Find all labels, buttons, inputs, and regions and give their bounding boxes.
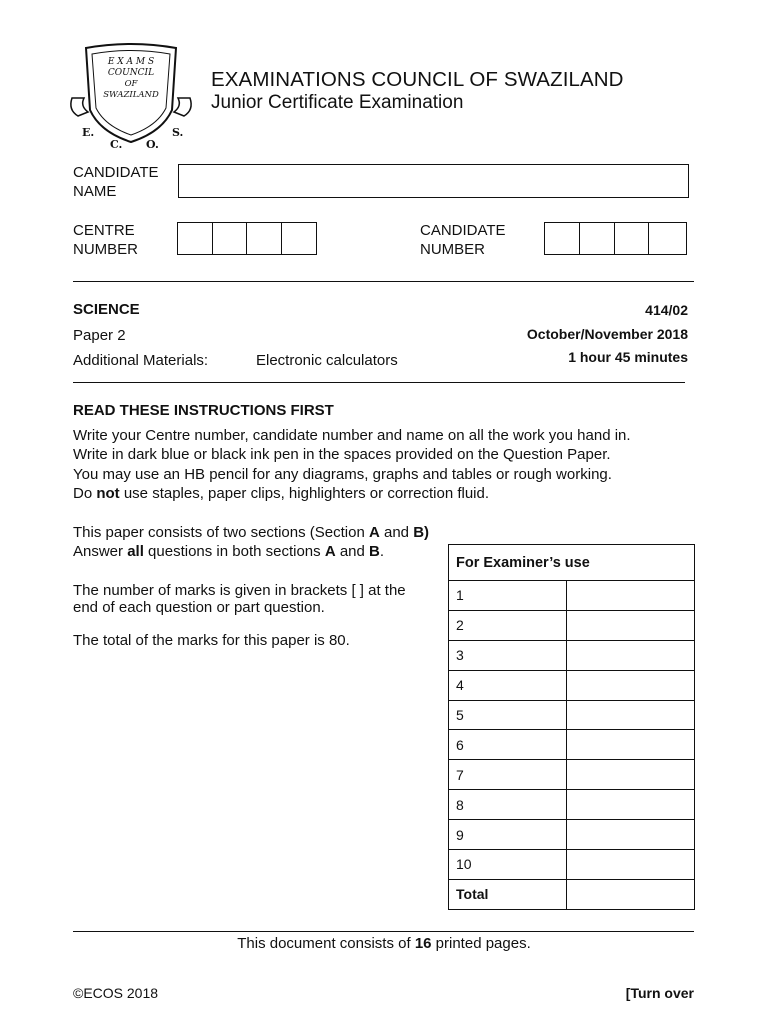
mark-cell[interactable] [567, 670, 695, 700]
total-marks-line: The total of the marks for this paper is 80. [73, 632, 350, 649]
mark-cell[interactable] [567, 640, 695, 670]
table-row: 3 [449, 640, 695, 670]
mark-cell[interactable] [567, 850, 695, 880]
table-row: 6 [449, 730, 695, 760]
svg-text:SWAZILAND: SWAZILAND [103, 90, 159, 100]
digit-box[interactable] [580, 223, 615, 254]
centre-number-boxes[interactable] [177, 222, 317, 255]
divider [73, 382, 685, 383]
materials-value: Electronic calculators [256, 352, 398, 369]
exam-session: October/November 2018 [526, 326, 688, 342]
exam-subtitle: Junior Certificate Examination [211, 92, 464, 113]
paper-code: 414/02 [645, 302, 688, 318]
mark-cell[interactable] [567, 581, 695, 611]
divider [73, 281, 694, 282]
table-row: 5 [449, 700, 695, 730]
sections-line: This paper consists of two sections (Section A and B) [73, 524, 430, 541]
table-row: 9 [449, 820, 695, 850]
marks-line: The number of marks is given in brackets [ ] at the [73, 582, 406, 599]
table-row: 10 [449, 850, 695, 880]
paper-number: Paper 2 [73, 327, 126, 344]
digit-box[interactable] [247, 223, 282, 254]
instruction-line: Write in dark blue or black ink pen in the spaces provided on the Question Paper. [73, 446, 611, 463]
digit-box[interactable] [178, 223, 213, 254]
instructions-heading: READ THESE INSTRUCTIONS FIRST [73, 402, 334, 419]
mark-cell[interactable] [567, 760, 695, 790]
council-title: EXAMINATIONS COUNCIL OF SWAZILAND [211, 68, 624, 91]
svg-text:E X A M S: E X A M S [107, 57, 155, 67]
table-row: 2 [449, 610, 695, 640]
candidate-number-boxes[interactable] [544, 222, 687, 255]
candidate-name-field[interactable] [178, 164, 689, 198]
digit-box[interactable] [649, 223, 686, 254]
digit-box[interactable] [615, 223, 650, 254]
svg-text:S.: S. [172, 126, 184, 139]
table-row-total: Total [449, 879, 695, 909]
page-count-note: This document consists of 16 printed pages. [237, 935, 531, 952]
materials-label: Additional Materials: [73, 352, 209, 369]
divider [73, 931, 694, 932]
mark-cell[interactable] [567, 790, 695, 820]
instruction-line: Write your Centre number, candidate number and name on all the work you hand in. [73, 427, 631, 444]
svg-text:O.: O. [146, 138, 159, 151]
answer-line: Answer all questions in both sections A and B. [73, 543, 385, 560]
svg-text:COUNCIL: COUNCIL [107, 68, 155, 78]
mark-cell[interactable] [567, 730, 695, 760]
table-row: 1 [449, 581, 695, 611]
centre-number-label: CENTRE NUMBER [73, 222, 139, 258]
table-row: 7 [449, 760, 695, 790]
candidate-number-label: CANDIDATE NUMBER [420, 222, 506, 258]
ecos-crest-logo [66, 40, 196, 160]
svg-text:C.: C. [110, 138, 123, 151]
digit-box[interactable] [213, 223, 248, 254]
digit-box[interactable] [545, 223, 580, 254]
mark-cell[interactable] [567, 700, 695, 730]
mark-cell[interactable] [567, 610, 695, 640]
copyright: ©ECOS 2018 [73, 985, 159, 1001]
total-mark-cell[interactable] [567, 879, 695, 909]
turn-over-label: [Turn over [625, 985, 694, 1001]
marks-line: end of each question or part question. [73, 599, 325, 616]
candidate-name-label: CANDIDATE NAME [73, 164, 159, 200]
svg-text:OF: OF [124, 79, 138, 89]
instruction-line: You may use an HB pencil for any diagrams, graphs and tables or rough working. [73, 466, 612, 483]
mark-cell[interactable] [567, 820, 695, 850]
digit-box[interactable] [282, 223, 316, 254]
instruction-line: Do not use staples, paper clips, highlighters or correction fluid. [73, 485, 490, 502]
svg-text:E.: E. [82, 126, 95, 139]
table-row: 4 [449, 670, 695, 700]
exam-duration: 1 hour 45 minutes [568, 349, 688, 365]
subject: SCIENCE [73, 301, 140, 318]
examiners-use-heading: For Examiner’s use [449, 545, 695, 581]
table-row: 8 [449, 790, 695, 820]
examiners-use-table [448, 544, 695, 910]
